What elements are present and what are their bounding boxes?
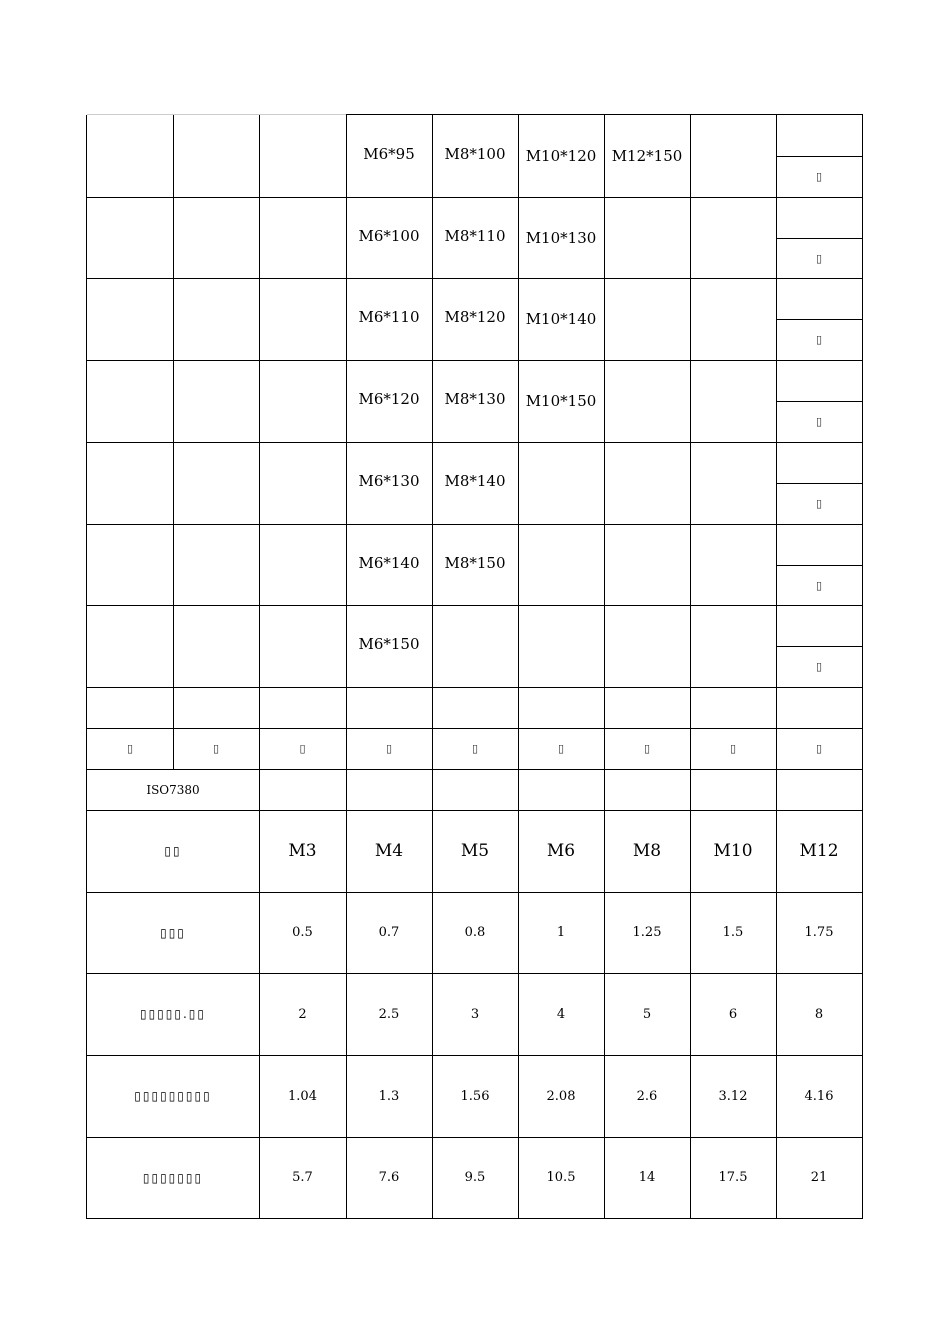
spec-header-label: ▯▯ <box>87 810 260 893</box>
spec-value-cell: 2 <box>259 973 347 1056</box>
spec-value-cell: 21 <box>776 1137 863 1219</box>
spec-value-cell: 3 <box>432 973 519 1056</box>
row-mark-glyph: ▯ <box>776 238 863 279</box>
spec-value-cell: 10.5 <box>518 1137 605 1219</box>
spec-value-cell: 1 <box>518 892 605 974</box>
upper-blank-cell <box>259 278 347 361</box>
upper-blank-cell <box>690 360 777 443</box>
spec-value-cell: 1.25 <box>604 892 691 974</box>
upper-blank-cell <box>87 442 174 525</box>
screw-size-m6: M6*130 <box>346 442 433 525</box>
glyph-cell: ▯ <box>432 728 519 770</box>
upper-blank-cell <box>259 197 347 279</box>
spec-value-cell: 17.5 <box>690 1137 777 1219</box>
spec-row-label: ▯▯▯▯▯▯▯ <box>87 1137 260 1219</box>
screw-size-m6: M6*140 <box>346 524 433 606</box>
upper-blank-cell <box>259 360 347 443</box>
screw-size-m8: M8*100 <box>432 115 519 198</box>
upper-split-top <box>776 278 863 320</box>
spec-row-label: ▯▯▯▯▯.▯▯ <box>87 973 260 1056</box>
screw-size-m12 <box>604 360 691 443</box>
standard-row-blank <box>776 769 863 811</box>
upper-blank-cell <box>87 197 174 279</box>
standard-row-blank <box>346 769 433 811</box>
spec-value-cell: 1.75 <box>776 892 863 974</box>
screw-size-m6: M6*150 <box>346 605 433 688</box>
upper-blank-cell <box>87 605 174 688</box>
upper-split-top <box>776 197 863 239</box>
upper-blank-cell <box>87 524 174 606</box>
thread-size-header: M5 <box>432 810 519 893</box>
row-mark-glyph: ▯ <box>776 156 863 198</box>
screw-size-m10: M10*150 <box>518 360 605 443</box>
glyph-cell: ▯ <box>87 728 174 770</box>
screw-size-m6: M6*100 <box>346 197 433 279</box>
spec-value-cell: 14 <box>604 1137 691 1219</box>
empty-row-cell <box>87 687 174 729</box>
screw-size-m8: M8*120 <box>432 278 519 361</box>
upper-blank-cell <box>690 442 777 525</box>
row-mark-glyph: ▯ <box>776 565 863 606</box>
screw-size-m6: M6*120 <box>346 360 433 443</box>
glyph-cell: ▯ <box>604 728 691 770</box>
upper-blank-cell <box>259 115 347 198</box>
upper-blank-cell <box>259 442 347 525</box>
spec-value-cell: 9.5 <box>432 1137 519 1219</box>
screw-size-m10: M10*120 <box>518 115 605 198</box>
spec-value-cell: 0.7 <box>346 892 433 974</box>
upper-blank-cell <box>173 278 260 361</box>
upper-blank-cell <box>173 360 260 443</box>
row-mark-glyph: ▯ <box>776 483 863 525</box>
spec-row-label: ▯▯▯▯▯▯▯▯▯ <box>87 1055 260 1138</box>
spec-value-cell: 4.16 <box>776 1055 863 1138</box>
standard-row-blank <box>518 769 605 811</box>
row-mark-glyph: ▯ <box>776 646 863 688</box>
row-mark-glyph: ▯ <box>776 319 863 361</box>
spec-value-cell: 1.04 <box>259 1055 347 1138</box>
empty-row-cell <box>604 687 691 729</box>
screw-size-m8: M8*130 <box>432 360 519 443</box>
spec-value-cell: 2.6 <box>604 1055 691 1138</box>
upper-split-top <box>776 442 863 484</box>
screw-size-m10: M10*130 <box>518 197 605 279</box>
spec-value-cell: 3.12 <box>690 1055 777 1138</box>
screw-size-m6: M6*95 <box>346 115 433 198</box>
empty-row-cell <box>518 687 605 729</box>
screw-size-m8 <box>432 605 519 688</box>
upper-blank-cell <box>690 197 777 279</box>
spec-value-cell: 0.5 <box>259 892 347 974</box>
upper-blank-cell <box>87 360 174 443</box>
upper-table-top-border <box>346 114 863 115</box>
spec-value-cell: 1.5 <box>690 892 777 974</box>
screw-size-m8: M8*110 <box>432 197 519 279</box>
empty-row-cell <box>690 687 777 729</box>
screw-size-m10: M10*140 <box>518 278 605 361</box>
screw-size-m8: M8*140 <box>432 442 519 525</box>
screw-size-m6: M6*110 <box>346 278 433 361</box>
screw-size-m10 <box>518 442 605 525</box>
upper-blank-cell <box>173 524 260 606</box>
standard-row-blank <box>604 769 691 811</box>
empty-row-cell <box>259 687 347 729</box>
spec-value-cell: 8 <box>776 973 863 1056</box>
empty-row-cell <box>346 687 433 729</box>
standard-row-blank <box>259 769 347 811</box>
thread-size-header: M3 <box>259 810 347 893</box>
upper-table-top-border-light <box>87 114 346 115</box>
thread-size-header: M4 <box>346 810 433 893</box>
upper-split-top <box>776 605 863 647</box>
spec-row-label: ▯▯▯ <box>87 892 260 974</box>
upper-blank-cell <box>87 115 174 198</box>
screw-size-m12 <box>604 278 691 361</box>
screw-size-m12 <box>604 524 691 606</box>
spec-value-cell: 4 <box>518 973 605 1056</box>
upper-blank-cell <box>259 524 347 606</box>
glyph-cell: ▯ <box>173 728 260 770</box>
thread-size-header: M10 <box>690 810 777 893</box>
spec-value-cell: 2.5 <box>346 973 433 1056</box>
screw-size-m12 <box>604 605 691 688</box>
screw-size-m12 <box>604 442 691 525</box>
spec-value-cell: 6 <box>690 973 777 1056</box>
upper-blank-cell <box>259 605 347 688</box>
glyph-cell: ▯ <box>259 728 347 770</box>
upper-blank-cell <box>690 605 777 688</box>
upper-blank-cell <box>690 524 777 606</box>
spec-value-cell: 7.6 <box>346 1137 433 1219</box>
glyph-cell: ▯ <box>346 728 433 770</box>
upper-split-top <box>776 115 863 157</box>
spec-value-cell: 5 <box>604 973 691 1056</box>
empty-row-cell <box>432 687 519 729</box>
screw-size-m12: M12*150 <box>604 115 691 198</box>
row-mark-glyph: ▯ <box>776 401 863 443</box>
thread-size-header: M8 <box>604 810 691 893</box>
spec-value-cell: 2.08 <box>518 1055 605 1138</box>
screw-size-m10 <box>518 605 605 688</box>
glyph-cell: ▯ <box>518 728 605 770</box>
standard-label: ISO7380 <box>87 769 260 811</box>
screw-size-m12 <box>604 197 691 279</box>
thread-size-header: M12 <box>776 810 863 893</box>
upper-blank-cell <box>173 115 260 198</box>
upper-split-top <box>776 360 863 402</box>
spec-value-cell: 1.56 <box>432 1055 519 1138</box>
upper-blank-cell <box>690 115 777 198</box>
standard-row-blank <box>432 769 519 811</box>
glyph-cell: ▯ <box>690 728 777 770</box>
spec-value-cell: 1.3 <box>346 1055 433 1138</box>
upper-blank-cell <box>173 197 260 279</box>
empty-row-cell <box>776 687 863 729</box>
upper-blank-cell <box>87 278 174 361</box>
upper-blank-cell <box>690 278 777 361</box>
screw-size-m8: M8*150 <box>432 524 519 606</box>
upper-blank-cell <box>173 605 260 688</box>
upper-blank-cell <box>173 442 260 525</box>
screw-size-m10 <box>518 524 605 606</box>
upper-split-top <box>776 524 863 566</box>
thread-size-header: M6 <box>518 810 605 893</box>
glyph-cell: ▯ <box>776 728 863 770</box>
spec-value-cell: 0.8 <box>432 892 519 974</box>
spec-value-cell: 5.7 <box>259 1137 347 1219</box>
standard-row-blank <box>690 769 777 811</box>
empty-row-cell <box>173 687 260 729</box>
